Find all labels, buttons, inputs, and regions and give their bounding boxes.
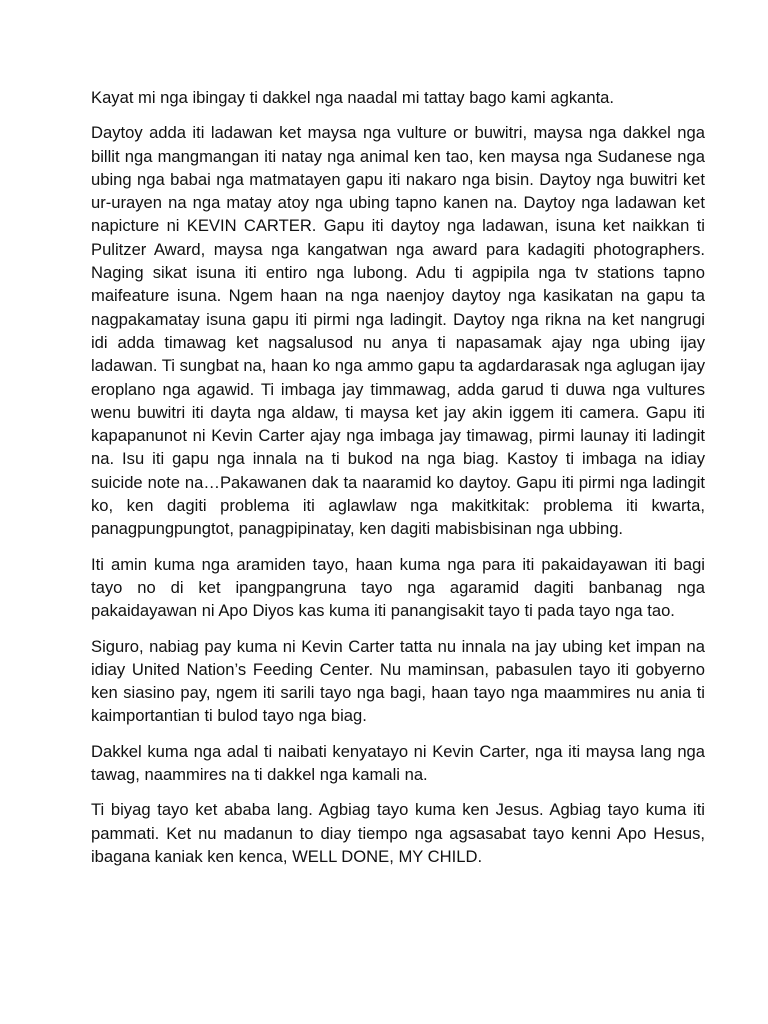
paragraph-siguro: Siguro, nabiag pay kuma ni Kevin Carter tatta nu innala na jay ubing ket impan na idiay United Nation’s Feeding Center. Nu maminsan, pabasulen tayo iti gobyerno ken siasino pay, ngem iti sarili tayo nga bagi, haan tayo nga maammires nu ania ti kaimportantian ti bulod tayo nga biag. (91, 636, 705, 726)
paragraph-kevin-carter-story: Daytoy adda iti ladawan ket maysa nga vulture or buwitri, maysa nga dakkel nga billit nga mangmangan iti natay nga animal ken tao, ken maysa nga Sudanese nga ubing nga babai nga matmatayen gapu iti nakaro nga bisin. Daytoy nga buwitri ket ur-urayen na nga matay atoy nga ubing tapno kanen na. Daytoy nga ladawan ket napicture ni KEVIN CARTER. Gapu iti daytoy nga ladawan, isuna ket naikkan ti Pulitzer Award, maysa nga kangatwan nga award para kadagiti photographers. Naging sikat isuna iti entiro nga lubong. Adu ti agpipila nga tv stations tapno maifeature isuna. Ngem haan na nga naenjoy daytoy nga kasikatan na gapu ta nagpakamatay isuna gapu iti pirmi nga ladingit. Daytoy nga rikna na ket nangrugi idi adda timawag ket nagsalusod nu anya ti napasamak ajay nga ubing ijay ladawan. Ti sungbat na, haan ko nga ammo gapu ta agdardarasak nga aglugan ijay eroplano nga agawid. Ti imbaga jay timmawag, adda garud ti duwa nga vultures wenu buwitri iti dayta nga aldaw, ti maysa ket jay akin iggem iti camera. Gapu iti kapapanunot ni Kevin Carter ajay nga imbaga jay timawag, pirmi launay iti ladingit na. Isu iti gapu nga innala na ti bukod na nga biag. Kastoy ti imbaga na idiay suicide note na…Pakawanen dak ta naaramid ko daytoy. Gapu iti pirmi nga ladingit ko, ken dagiti problema iti aglawlaw nga makitkitak: problema iti kwarta, panagpungpungtot, panagpipinatay, ken dagiti mabisbisinan nga ubbing. (91, 123, 705, 539)
paragraph-closing: Ti biyag tayo ket ababa lang. Agbiag tayo kuma ken Jesus. Agbiag tayo kuma iti pammati. Ket nu madanun to diay tiempo nga agsasabat tayo kenni Apo Hesus, ibagana kaniak ken kenca, WELL DONE, MY CHILD. (91, 800, 705, 866)
paragraph-lesson: Dakkel kuma nga adal ti naibati kenyatayo ni Kevin Carter, nga iti maysa lang nga tawag, naammires na ti dakkel nga kamali na. (91, 741, 705, 785)
paragraph-intro: Kayat mi nga ibingay ti dakkel nga naadal mi tattay bago kami agkanta. (91, 88, 615, 107)
paragraph-reflection: Iti amin kuma nga aramiden tayo, haan kuma nga para iti pakaidayawan iti bagi tayo no di ket ipangpangruna tayo nga agaramid dagiti banbanag nga pakaidayawan ni Apo Diyos kas kuma iti panangisakit tayo ti pada tayo nga tao. (91, 554, 705, 621)
